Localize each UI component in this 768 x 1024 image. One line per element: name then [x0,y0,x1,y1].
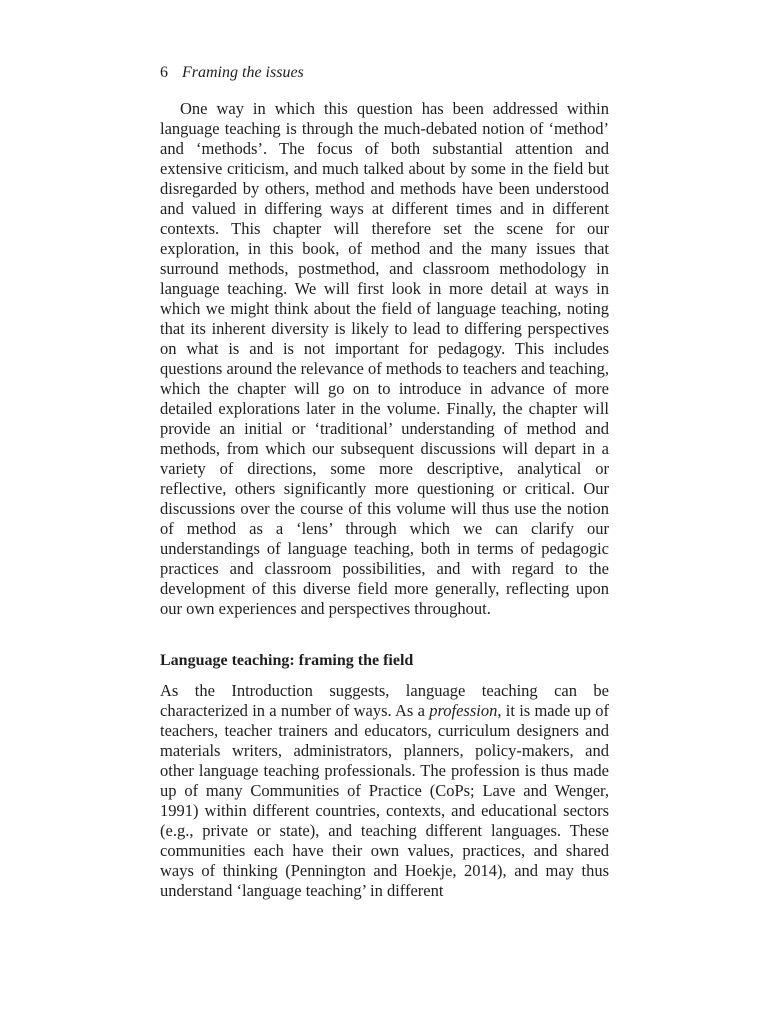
paragraph-text: , it is made up of teachers, teacher trainers and educators, curriculum designers and materials writers, administrators, planners, policy-makers, and other language teaching professionals. The profession is thus made up of many Communities of Practice (CoPs; Lave and Wenger, 1991) within different countries, contexts, and educational sectors (e.g., private or state), and teaching different languages. These communities each have their own values, practices, and shared ways of thinking (Pennington and Hoekje, 2014), and may thus understand ‘language teaching’ in different [160,701,609,900]
running-head-title: Framing the issues [182,64,304,81]
body-paragraph: One way in which this question has been addressed within language teaching is through the much-debated notion of ‘method’ and ‘methods’. The focus of both substantial attention and extensive criticism, and much talked about by some in the field but disregarded by others, method and methods have been understood and valued in differing ways at different times and in different contexts. This chapter will therefore set the scene for our exploration, in this book, of method and the many issues that surround methods, postmethod, and classroom methodology in language teaching. We will first look in more detail at ways in which we might think about the field of language teaching, noting that its inherent diversity is likely to lead to differing perspectives on what is and is not important for pedagogy. This includes questions around the relevance of methods to teachers and teaching, which the chapter will go on to introduce in advance of more detailed explorations later in the volume. Finally, the chapter will provide an initial or ‘traditional’ understanding of method and methods, from which our subsequent discussions will depart in a variety of directions, some more descriptive, analytical or reflective, others significantly more questioning or critical. Our discussions over the course of this volume will thus use the notion of method as a ‘lens’ through which we can clarify our understandings of language teaching, both in terms of pedagogic practices and classroom possibilities, and with regard to the development of this diverse field more generally, reflecting upon our own experiences and perspectives throughout. [160,99,610,618]
running-head [160,61,609,85]
body-paragraph [160,681,609,901]
section-heading: Language teaching: framing the field [160,652,414,669]
page-number: 6 [160,64,168,81]
paragraph-text: As the Introduction suggests, language teaching can be characterized in a number of ways. As a [160,681,609,720]
emphasized-term: profession [429,701,498,720]
book-page [160,61,609,901]
